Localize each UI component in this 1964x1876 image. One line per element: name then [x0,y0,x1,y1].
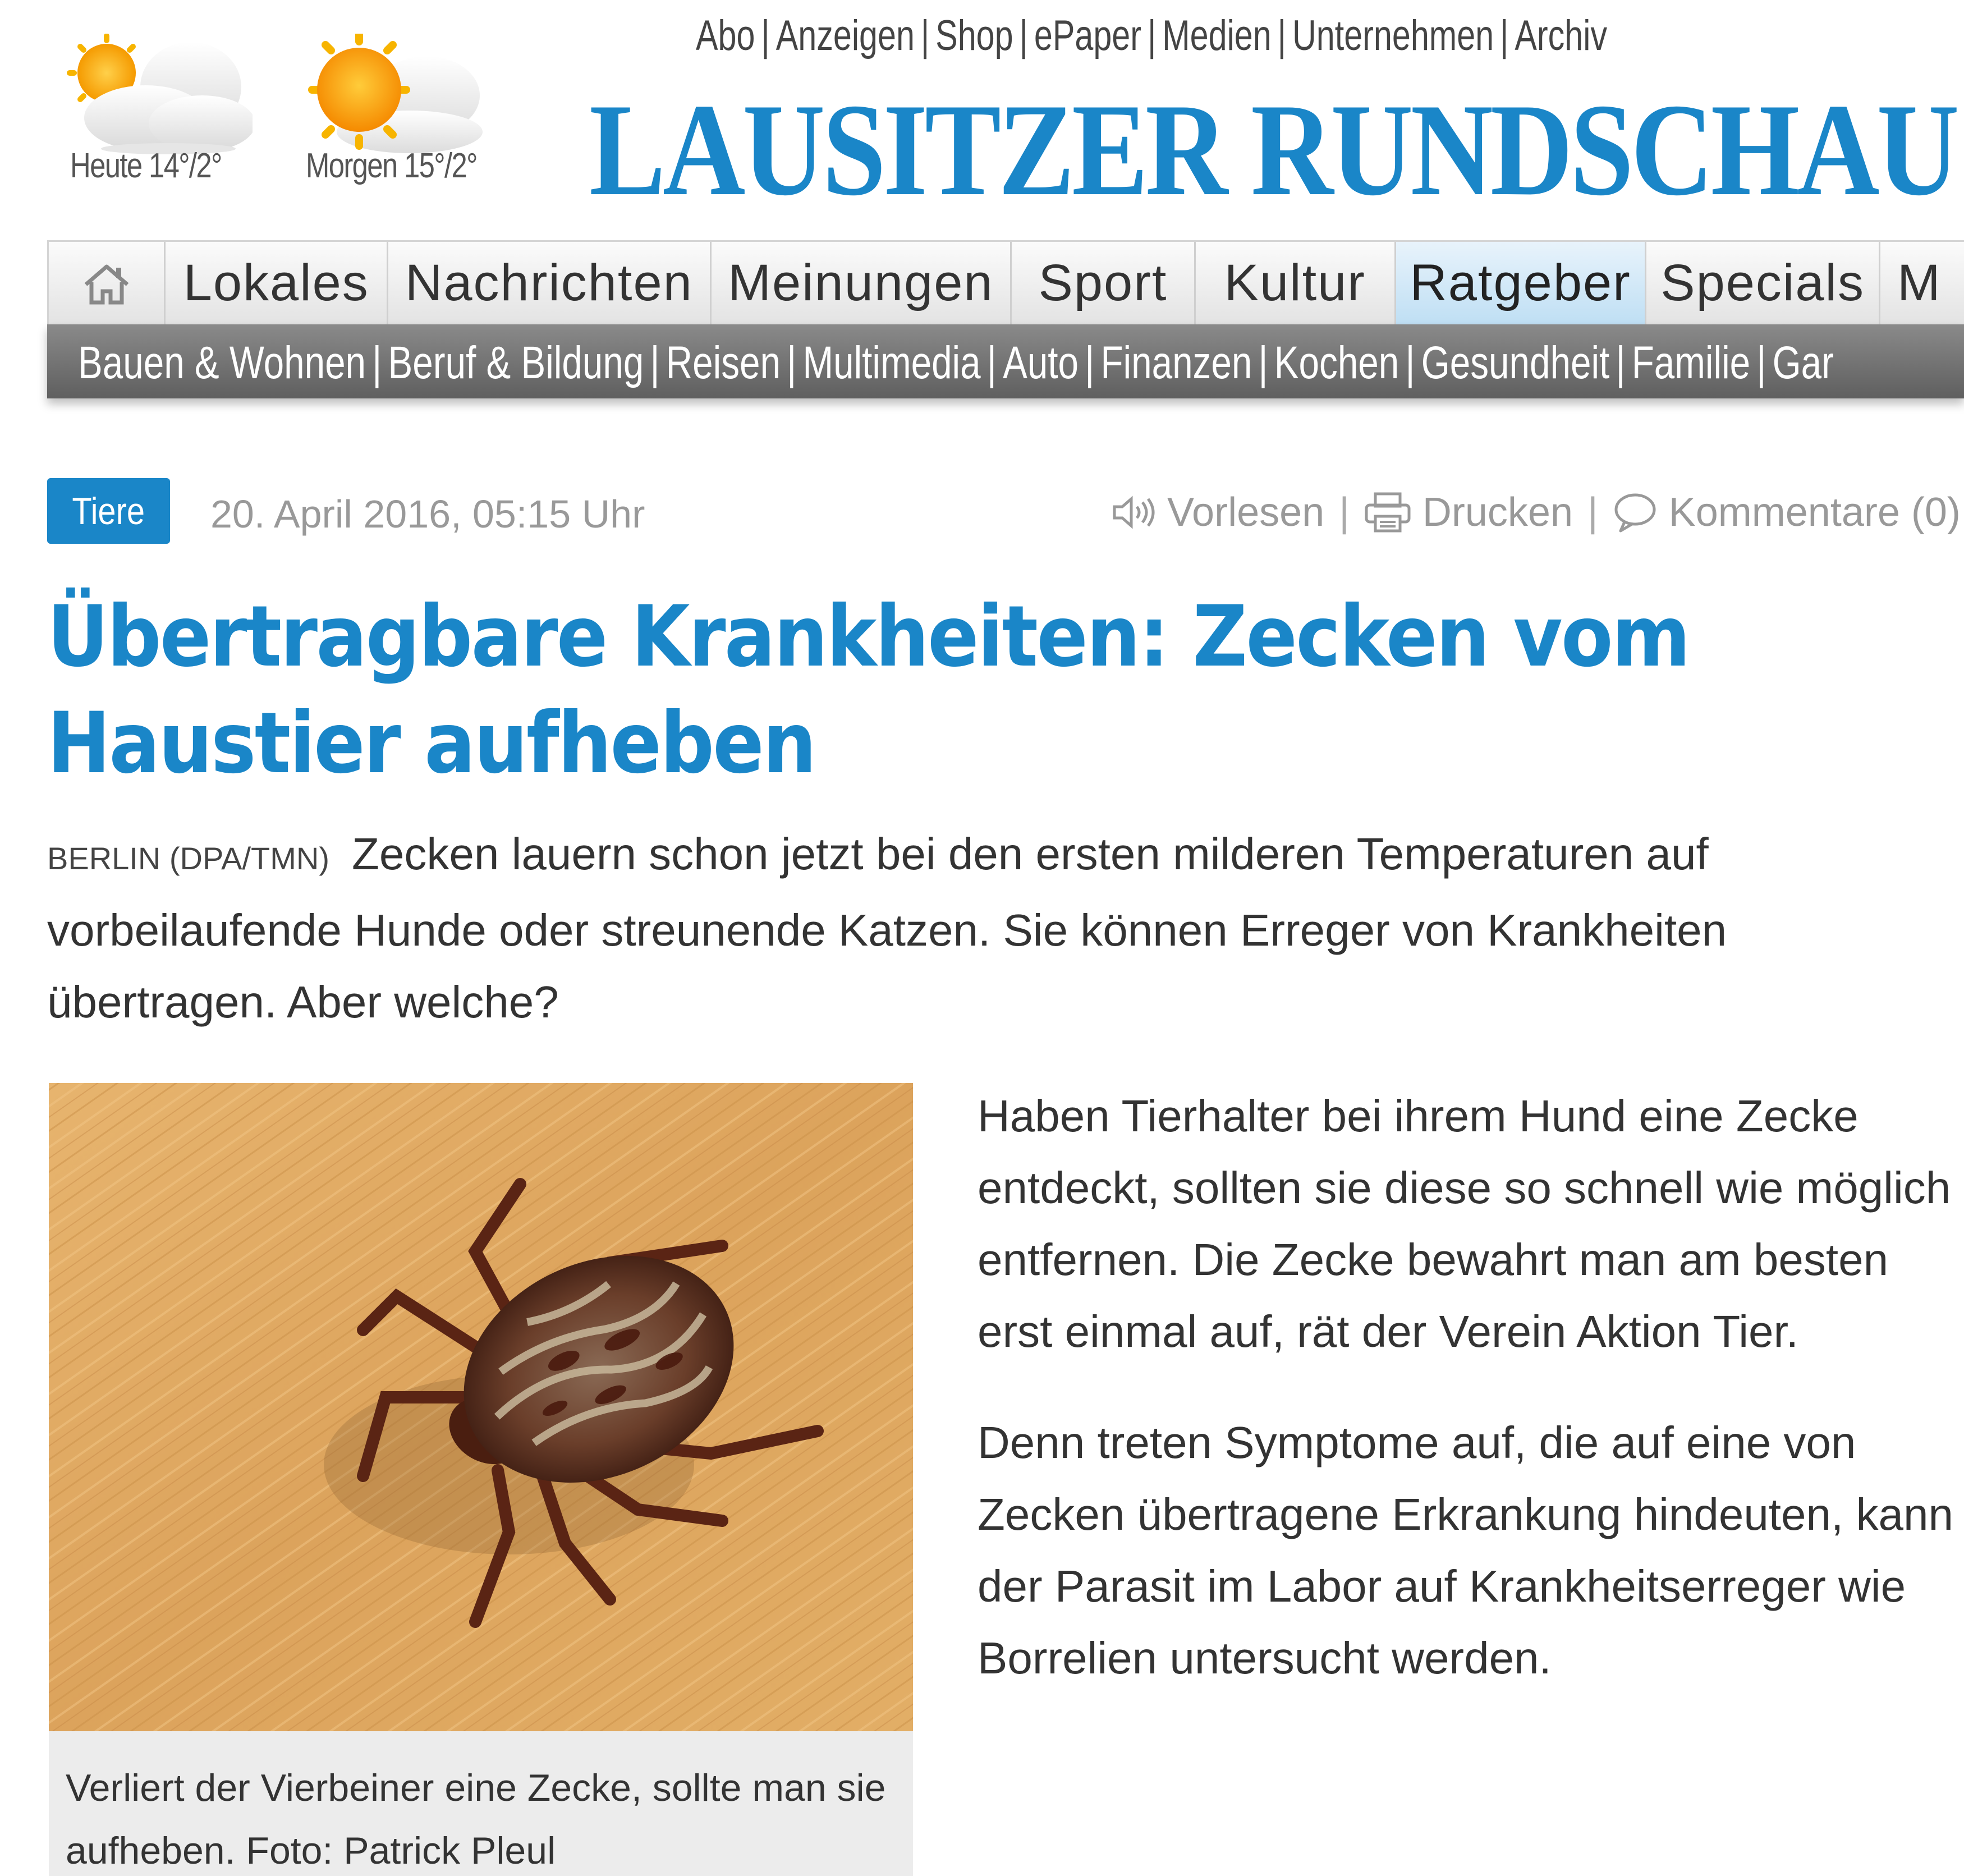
top-link-abo[interactable]: Abo [696,12,755,59]
printer-icon [1364,492,1411,533]
sunny-cloud-icon [297,34,488,157]
category-tag[interactable]: Tiere [47,478,170,544]
nav-meinungen[interactable]: Meinungen [712,242,1012,324]
top-link-anzeigen[interactable]: Anzeigen [775,12,915,59]
subnav-bauen-wohnen[interactable]: Bauen & Wohnen [78,337,366,388]
nav-home[interactable] [49,242,166,324]
subnav-familie[interactable]: Familie [1631,337,1751,388]
article-paragraph: Haben Tierhalter bei ihrem Hund eine Zecke entdeckt, sollten sie diese so schnell wie möglich entfernen. Die Zecke bewahrt man am besten erst einmal auf, rät der Verein Aktion Tier. [978,1091,1951,1356]
weather-tomorrow[interactable] [297,34,488,208]
article-lead-text: Zecken lauern schon jetzt bei den ersten milderen Temperaturen auf vorbeilaufende Hunde oder streunende Katzen. Sie können Erreger von Krankheiten übertragen. Aber welche? [47,829,1727,1027]
subnav-gesundheit[interactable]: Gesundheit [1421,337,1610,388]
nav-sport[interactable]: Sport [1012,242,1195,324]
comment-bubble-icon [1613,492,1658,533]
subnav-auto[interactable]: Auto [1003,337,1079,388]
comments-link[interactable]: Kommentare (0) [1613,489,1961,535]
home-icon [81,261,132,306]
top-link-archiv[interactable]: Archiv [1515,12,1608,59]
article-tools: Vorlesen | Drucken | Kommentare (0) [1111,489,1961,535]
weather-tomorrow-label: Morgen 15°/2° [306,146,477,185]
nav-kultur[interactable]: Kultur [1196,242,1396,324]
subnav-kochen[interactable]: Kochen [1274,337,1399,388]
subnav-finanzen[interactable]: Finanzen [1100,337,1252,388]
partly-cloudy-icon [62,34,253,157]
nav-nachrichten[interactable]: Nachrichten [388,242,711,324]
subnav-garten[interactable]: Gar [1772,337,1834,388]
article-headline: Übertragbare Krankheiten: Zecken vom Haustier aufheben [47,588,1689,792]
main-nav [47,240,1964,324]
top-link-epaper[interactable]: ePaper [1034,12,1142,59]
article-paragraph: Denn treten Symptome auf, die auf eine von Zecken übertragene Erkrankung hindeuten, kann der Parasit im Labor auf Krankheitserreger wie Borrelien untersucht werden. [978,1418,1953,1683]
speaker-icon [1111,496,1156,529]
print-button[interactable]: Drucken [1364,489,1573,535]
subnav-reisen[interactable]: Reisen [666,337,781,388]
weather-today[interactable] [62,34,253,208]
masthead-logo[interactable]: LAUSITZER RUNDSCHAU [589,77,1957,223]
sub-nav: Bauen & Wohnen | Beruf & Bildung | Reisen | Multimedia | Auto | Finanzen | Kochen | Gesundheit | Familie | Gar [47,324,1964,398]
top-link-medien[interactable]: Medien [1162,12,1272,59]
weather-today-label: Heute 14°/2° [70,146,222,185]
subnav-multimedia[interactable]: Multimedia [802,337,981,388]
nav-lokales[interactable]: Lokales [166,242,388,324]
nav-ratgeber[interactable]: Ratgeber [1396,242,1646,324]
top-link-unternehmen[interactable]: Unternehmen [1292,12,1494,59]
article-figure [49,1083,913,1876]
nav-more[interactable]: M [1897,254,1942,311]
subnav-beruf-bildung[interactable]: Beruf & Bildung [388,337,644,388]
tick-photo[interactable] [49,1083,913,1731]
read-aloud-button[interactable]: Vorlesen [1111,489,1324,535]
article-date: 20. April 2016, 05:15 Uhr [210,492,645,536]
photo-caption: Verliert der Vierbeiner eine Zecke, sollte man sie aufheben. Foto: Patrick Pleul [66,1767,886,1872]
top-links: Abo | Anzeigen | Shop | ePaper | Medien | Unternehmen | Archiv [696,12,1608,59]
article-dateline: BERLIN (DPA/TMN) [47,841,329,876]
article-body [978,1080,1954,1733]
top-link-shop[interactable]: Shop [935,12,1013,59]
article-lead [47,818,1933,1038]
nav-specials[interactable]: Specials [1646,242,1880,324]
